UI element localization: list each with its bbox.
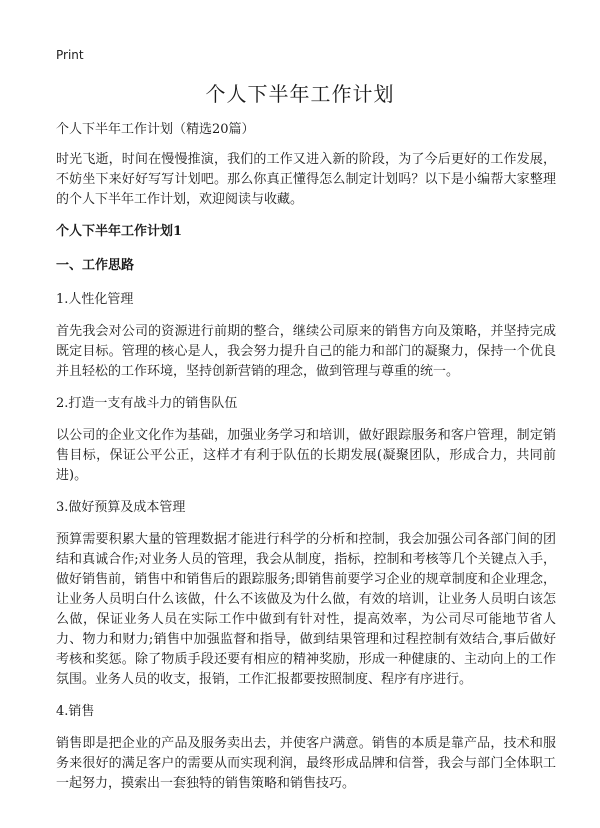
- intro-paragraph: 时光飞逝，时间在慢慢推演，我们的工作又进入新的阶段，为了今后更好的工作发展，不妨坐下来好好写写计划吧。那么你真正懂得怎么制定计划吗？以下是小编帮大家整理的个人下半年工作计划，欢迎阅读与收藏。: [56, 152, 556, 207]
- section-heading: 一、工作思路: [56, 258, 135, 273]
- item-paragraph-2: 以公司的企业文化作为基础，加强业务学习和培训，做好跟踪服务和客户管理，制定销售目标，保证公平公正，这样才有利于队伍的长期发展(凝聚团队，形成合力，共同前进)。: [56, 428, 556, 483]
- item-heading-1: 1.人性化管理: [56, 292, 134, 307]
- plan-heading: 个人下半年工作计划1: [56, 224, 183, 239]
- document-subtitle: 个人下半年工作计划（精选20篇）: [56, 122, 255, 137]
- item-heading-2: 2.打造一支有战斗力的销售队伍: [56, 396, 238, 411]
- page-title: 个人下半年工作计划: [205, 82, 395, 106]
- print-link[interactable]: Print: [56, 48, 84, 62]
- item-heading-4: 4.销售: [56, 704, 95, 719]
- item-paragraph-4: 销售即是把企业的产品及服务卖出去，并使客户满意。销售的本质是靠产品，技术和服务来很好的满足客户的需要从而实现利润，最终形成品牌和信誉，我会与部门全体职工一起努力，摸索出一套独特的销售策略和销售技巧。: [56, 736, 556, 791]
- item-paragraph-1: 首先我会对公司的资源进行前期的整合，继续公司原来的销售方向及策略，并坚持完成既定目标。管理的核心是人，我会努力提升自己的能力和部门的凝聚力，保持一个优良并且轻松的工作环境，坚持创新营销的理念，做到管理与尊重的统一。: [56, 324, 556, 379]
- item-paragraph-3: 预算需要积累大量的管理数据才能进行科学的分析和控制，我会加强公司各部门间的团结和真诚合作;对业务人员的管理，我会从制度，指标，控制和考核等几个关键点入手，做好销售前，销售中和销售后的跟踪服务;即销售前要学习企业的规章制度和企业理念，让业务人员明白什么该做，什么不该做及为什么做，有效的培训，让业务人员明白该怎么做，保证业务人员在实际工作中做到有针对性，提高效率，为公司尽可能地节省人力、物力和财力;销售中加强监督和指导，做到结果管理和过程控制有效结合,事后做好考核和奖惩。除了物质手段还要有相应的精神奖励，形成一种健康的、主动向上的工作氛围。业务人员的收支，报销，工作汇报都要按照制度、程序有序进行。: [56, 532, 556, 687]
- document-body: [56, 120, 556, 806]
- item-heading-3: 3.做好预算及成本管理: [56, 500, 186, 515]
